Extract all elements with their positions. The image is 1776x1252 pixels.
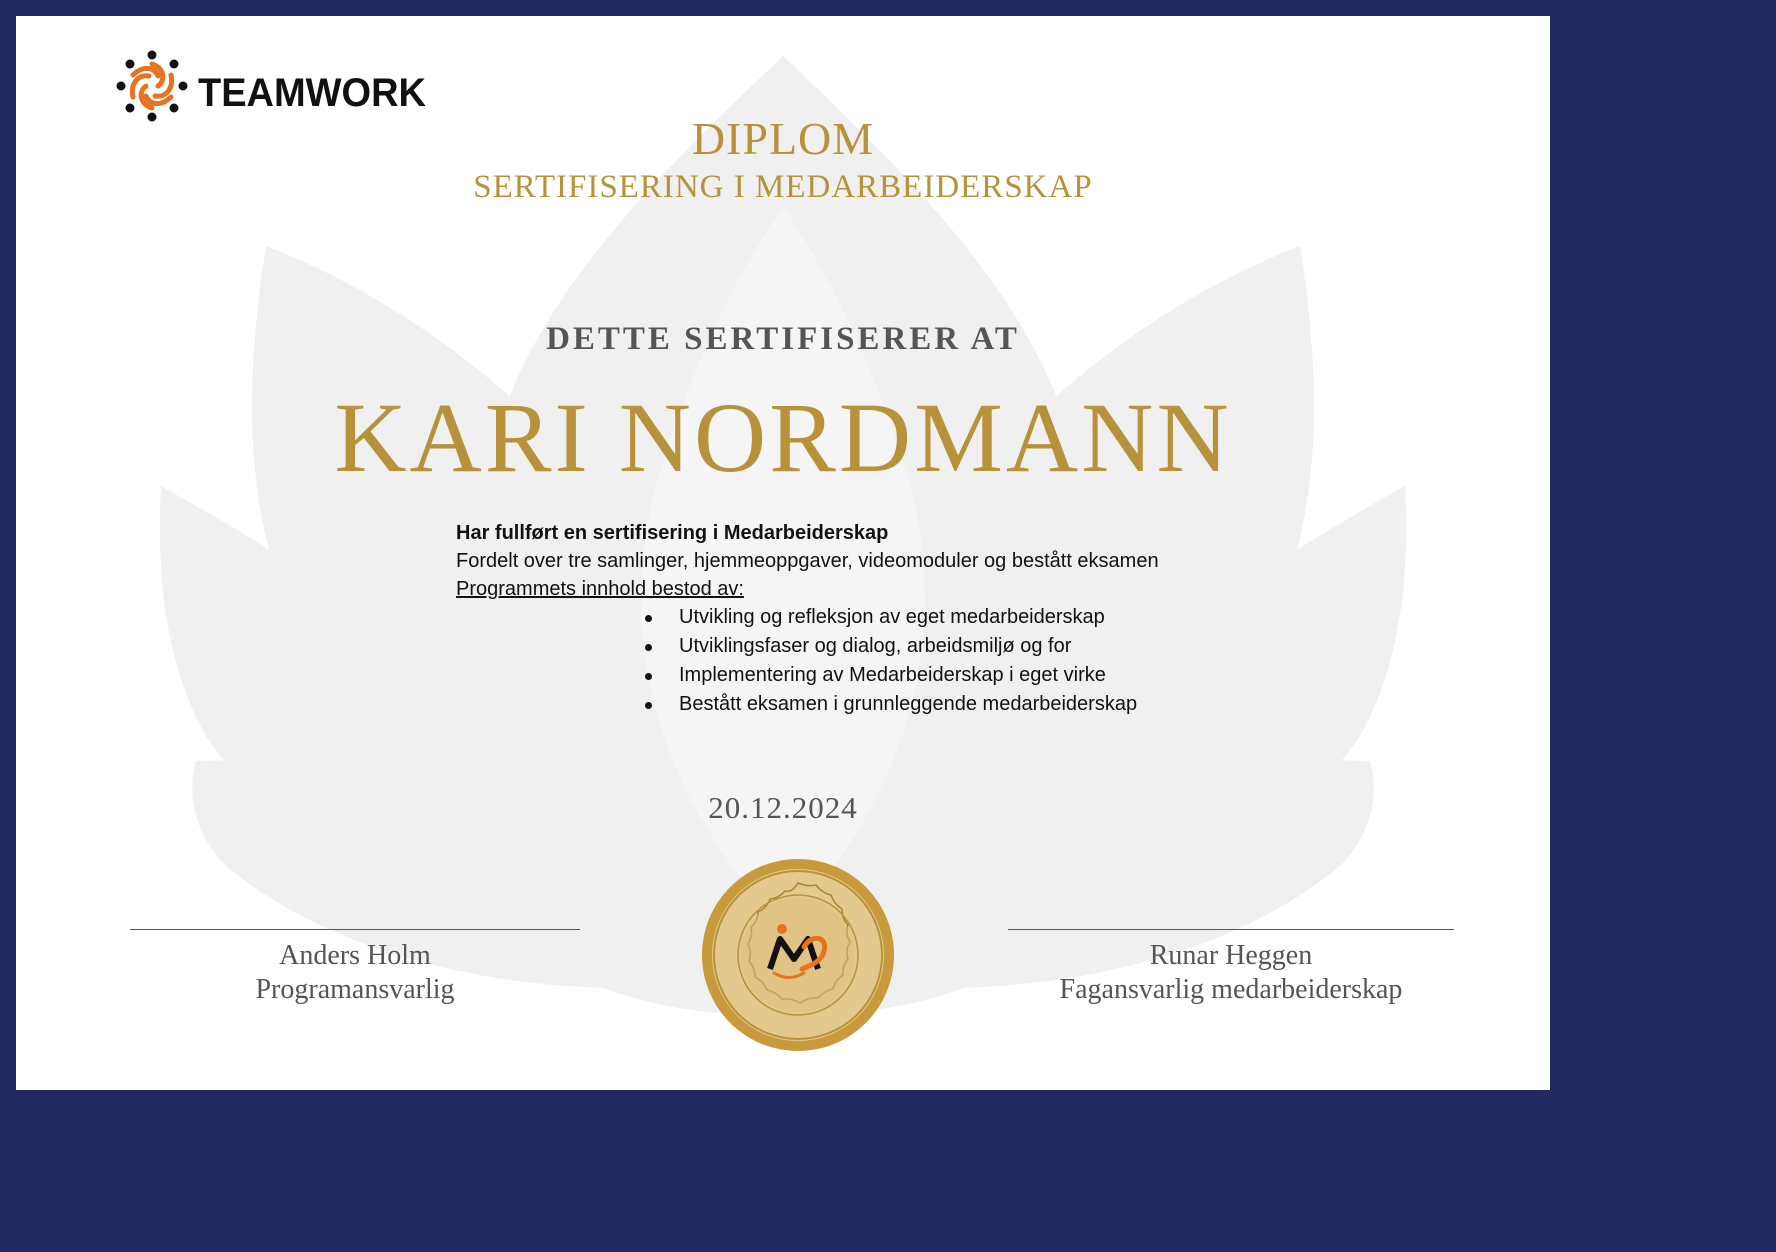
medarbeiderskap-m-logo-seal-icon	[700, 857, 896, 1053]
diploma-sheet	[16, 16, 1550, 1090]
diploma-title: DIPLOM	[691, 113, 875, 164]
details-block	[456, 519, 1356, 603]
diploma-subtitle: SERTIFISERING I MEDARBEIDERSKAP	[473, 169, 1093, 205]
content-list	[643, 603, 1137, 719]
diploma-date: 20.12.2024	[708, 790, 858, 825]
right-signature-line	[1008, 929, 1454, 930]
left-signature-line	[130, 929, 580, 930]
details-heading: Har fullført en sertifisering i Medarbeiderskap	[456, 522, 889, 544]
content-label: Programmets innhold bestod av:	[456, 578, 744, 600]
certify-text: DETTE SERTIFISERER AT	[546, 321, 1020, 357]
left-signer-role: Programansvarlig	[255, 974, 455, 1005]
list-item: Utvikling og refleksjon av eget medarbeiderskap	[643, 603, 1137, 632]
list-item: Utviklingsfaser og dialog, arbeidsmiljø og for	[643, 632, 1137, 661]
brand-name: TEAMWORK	[198, 71, 426, 115]
list-item: Bestått eksamen i grunnleggende medarbeiderskap	[643, 690, 1137, 719]
right-signer-role: Fagansvarlig medarbeiderskap	[1059, 974, 1403, 1005]
left-signer-name: Anders Holm	[279, 940, 431, 971]
details-line: Fordelt over tre samlinger, hjemmeoppgaver, videomoduler og bestått eksamen	[456, 550, 1159, 572]
right-signer-name: Runar Heggen	[1149, 940, 1313, 971]
recipient-name: KARI NORDMANN	[334, 382, 1232, 493]
list-item: Implementering av Medarbeiderskap i eget virke	[643, 661, 1137, 690]
